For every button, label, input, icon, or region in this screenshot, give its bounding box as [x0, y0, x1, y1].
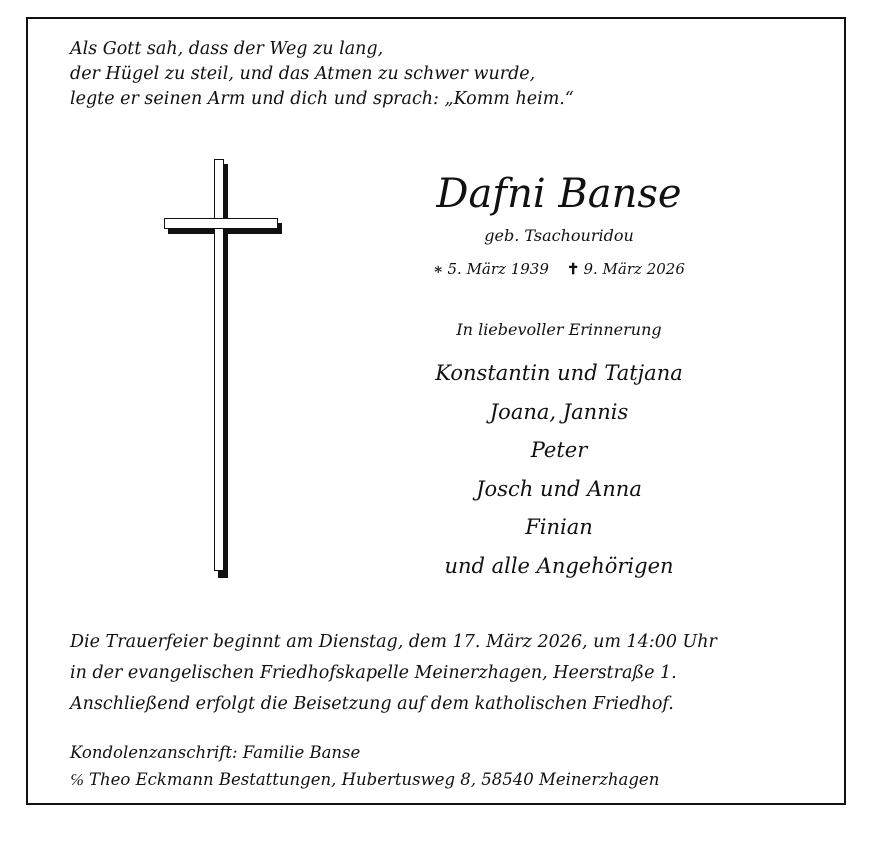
service-line: Anschließend erfolgt die Beisetzung auf dem katholischen Friedhof.	[70, 694, 674, 714]
poem	[70, 37, 574, 112]
death-cross-icon: ✝	[566, 260, 580, 278]
life-dates	[384, 258, 734, 280]
cross-joint	[216, 220, 223, 228]
birth-date: 5. März 1939	[447, 260, 549, 278]
service-line: in der evangelischen Friedhofskapelle Meinerzhagen, Heerstraße 1.	[70, 663, 677, 683]
deceased-name: Dafni Banse	[436, 171, 682, 217]
birth-star-icon: ∗	[433, 260, 444, 278]
obituary-frame	[26, 17, 846, 805]
mourner-line: Josch und Anna	[476, 476, 642, 501]
condolence-line: ℅ Theo Eckmann Bestattungen, Hubertusweg 8, 58540 Meinerzhagen	[70, 770, 660, 789]
mourner-line: und alle Angehörigen	[444, 553, 674, 578]
mourner-line: Konstantin und Tatjana	[435, 361, 683, 385]
mourner-line: Joana, Jannis	[489, 399, 629, 424]
poem-line: der Hügel zu steil, und das Atmen zu schwer wurde,	[70, 64, 536, 84]
death-date: 9. März 2026	[583, 260, 685, 278]
service-line: Die Trauerfeier beginnt am Dienstag, dem 17. März 2026, um 14:00 Uhr	[70, 632, 717, 652]
birth-name: geb. Tsachouridou	[484, 226, 634, 245]
condolence-line: Kondolenzanschrift: Familie Banse	[70, 743, 361, 762]
poem-line: legte er seinen Arm und dich und sprach: „Komm heim.“	[70, 89, 574, 109]
mourner-line: Peter	[530, 438, 588, 462]
funeral-service-info	[70, 627, 717, 720]
remembrance-heading: In liebevoller Erinnerung	[456, 320, 662, 339]
condolence-address	[70, 739, 659, 793]
mourners-list	[384, 354, 734, 585]
poem-line: Als Gott sah, dass der Weg zu lang,	[70, 39, 384, 59]
cross-icon	[163, 159, 283, 579]
mourner-line: Finian	[525, 515, 593, 539]
